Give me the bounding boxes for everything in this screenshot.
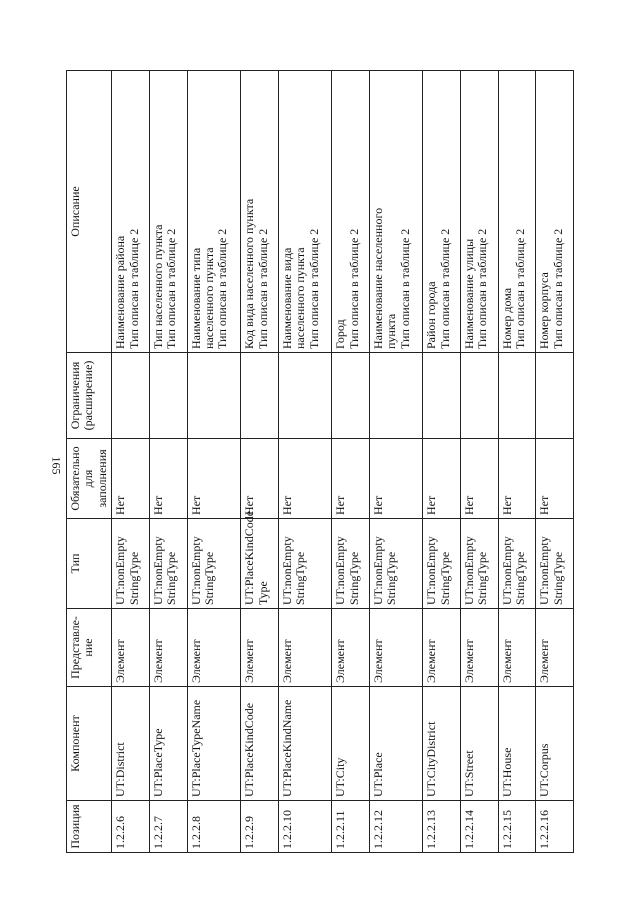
table-body — [112, 71, 574, 853]
cell-required: Нет — [369, 439, 423, 519]
header-type: Тип — [67, 519, 112, 609]
cell-component: UT:CityDistrict — [423, 687, 461, 801]
cell-restrictions — [498, 353, 536, 439]
table-row — [369, 71, 423, 853]
cell-description — [536, 71, 574, 353]
cell-description-line: Наименование вида — [279, 247, 294, 349]
cell-type-line: StringType — [164, 551, 179, 605]
header-description: Описание — [67, 71, 112, 353]
header-component: Компонент — [67, 687, 112, 801]
cell-description — [423, 71, 461, 353]
header-representation: Представле-ние — [67, 609, 112, 687]
table-row — [149, 71, 187, 853]
cell-required: Нет — [149, 439, 187, 519]
cell-description — [149, 71, 187, 353]
cell-component: UT:Corpus — [536, 687, 574, 801]
cell-required: Нет — [278, 439, 332, 519]
cell-type-line: StringType — [126, 551, 141, 605]
cell-type-line: UT:nonEmpty — [188, 536, 203, 605]
cell-type — [423, 519, 461, 609]
cell-type-line: StringType — [513, 551, 528, 605]
cell-description-line: населенного пункта — [202, 247, 217, 349]
cell-type-line: UT:nonEmpty — [537, 536, 552, 605]
header-restrictions: Ограничения (расширение) — [67, 353, 112, 439]
cell-required: Нет — [498, 439, 536, 519]
cell-description-line: Тип описан в таблице 2 — [397, 228, 412, 349]
cell-position: 1.2.2.9 — [241, 801, 279, 853]
cell-type-line: StringType — [437, 551, 452, 605]
table-row — [112, 71, 150, 853]
cell-description — [461, 71, 499, 353]
cell-type-line: StringType — [384, 551, 399, 605]
cell-position: 1.2.2.15 — [498, 801, 536, 853]
cell-component: UT:PlaceKindName — [278, 687, 332, 801]
cell-type-line: StringType — [550, 551, 565, 605]
cell-description-line: Тип описан в таблице 2 — [346, 228, 361, 349]
cell-description-line: Тип описан в таблице 2 — [164, 228, 179, 349]
cell-description-line: Номер корпуса — [537, 272, 552, 349]
cell-type — [278, 519, 332, 609]
cell-restrictions — [149, 353, 187, 439]
cell-restrictions — [423, 353, 461, 439]
cell-description-line: Тип описан в таблице 2 — [475, 228, 490, 349]
header-position: Позиция — [67, 801, 112, 853]
table-row — [187, 71, 241, 853]
cell-description-line: Тип описан в таблице 2 — [513, 228, 528, 349]
cell-required: Нет — [332, 439, 370, 519]
cell-component: UT:PlaceType — [149, 687, 187, 801]
cell-position: 1.2.2.13 — [423, 801, 461, 853]
cell-description — [278, 71, 332, 353]
cell-representation: Элемент — [498, 609, 536, 687]
cell-representation: Элемент — [536, 609, 574, 687]
cell-representation: Элемент — [278, 609, 332, 687]
cell-component: UT:Street — [461, 687, 499, 801]
cell-type — [332, 519, 370, 609]
cell-description — [241, 71, 279, 353]
cell-description-line: Город — [333, 319, 348, 349]
cell-component: UT:PlaceKindCode — [241, 687, 279, 801]
cell-type — [149, 519, 187, 609]
cell-component: UT:House — [498, 687, 536, 801]
cell-required: Нет — [241, 439, 279, 519]
table-row — [278, 71, 332, 853]
cell-type — [536, 519, 574, 609]
cell-required: Нет — [187, 439, 241, 519]
cell-type-line: UT:nonEmpty — [150, 536, 165, 605]
cell-representation: Элемент — [112, 609, 150, 687]
cell-description-line: Тип населенного пункта — [150, 224, 165, 349]
specification-table — [66, 70, 574, 853]
cell-description-line: Наименование населенного — [370, 207, 385, 349]
page-number: 165 — [49, 456, 64, 475]
cell-description-line: Район города — [424, 281, 439, 349]
cell-restrictions — [241, 353, 279, 439]
cell-type-line: StringType — [346, 551, 361, 605]
cell-position: 1.2.2.6 — [112, 801, 150, 853]
cell-position: 1.2.2.12 — [369, 801, 423, 853]
cell-type — [369, 519, 423, 609]
cell-description — [187, 71, 241, 353]
cell-description-line: Тип описан в таблице 2 — [437, 228, 452, 349]
header-required: Обязательно для заполнения — [67, 439, 112, 519]
cell-required: Нет — [423, 439, 461, 519]
cell-position: 1.2.2.11 — [332, 801, 370, 853]
cell-description-line: Наименование типа — [188, 247, 203, 349]
cell-restrictions — [536, 353, 574, 439]
cell-position: 1.2.2.8 — [187, 801, 241, 853]
cell-description-line: Наименование улицы — [462, 238, 477, 349]
cell-type-line: StringType — [475, 551, 490, 605]
cell-description — [332, 71, 370, 353]
cell-description-line: пункта — [384, 313, 399, 349]
table-row — [241, 71, 279, 853]
cell-type-line: UT:PlaceKindCode — [242, 510, 257, 605]
cell-representation: Элемент — [332, 609, 370, 687]
cell-description — [112, 71, 150, 353]
cell-type-line: UT:nonEmpty — [113, 536, 128, 605]
cell-position: 1.2.2.7 — [149, 801, 187, 853]
cell-component: UT:District — [112, 687, 150, 801]
cell-description-line: Тип описан в таблице 2 — [215, 228, 230, 349]
table-row — [461, 71, 499, 853]
rotated-table-container — [66, 71, 574, 853]
cell-description-line: Наименование района — [113, 235, 128, 349]
cell-description-line: Тип описан в таблице 2 — [255, 228, 270, 349]
cell-representation: Элемент — [369, 609, 423, 687]
cell-representation: Элемент — [187, 609, 241, 687]
cell-type — [112, 519, 150, 609]
cell-description-line: Код вида населенного пункта — [242, 198, 257, 349]
cell-type-line: StringType — [293, 551, 308, 605]
cell-representation: Элемент — [423, 609, 461, 687]
cell-restrictions — [461, 353, 499, 439]
cell-type — [241, 510, 279, 609]
cell-required: Нет — [536, 439, 574, 519]
table-header-row — [67, 71, 112, 853]
cell-type — [187, 519, 241, 609]
cell-restrictions — [278, 353, 332, 439]
cell-type-line: Type — [255, 581, 270, 605]
cell-representation: Элемент — [149, 609, 187, 687]
cell-representation: Элемент — [241, 609, 279, 687]
cell-description — [498, 71, 536, 353]
cell-type-line: UT:nonEmpty — [462, 536, 477, 605]
cell-type-line: StringType — [202, 551, 217, 605]
cell-representation: Элемент — [461, 609, 499, 687]
table-row — [498, 71, 536, 853]
cell-component: UT:PlaceTypeName — [187, 687, 241, 801]
cell-description-line: населенного пункта — [293, 247, 308, 349]
cell-restrictions — [187, 353, 241, 439]
cell-description-line: Номер дома — [499, 287, 514, 349]
cell-description-line: Тип описан в таблице 2 — [550, 228, 565, 349]
cell-type-line: UT:nonEmpty — [499, 536, 514, 605]
cell-type-line: UT:nonEmpty — [370, 536, 385, 605]
table-row — [423, 71, 461, 853]
cell-position: 1.2.2.14 — [461, 801, 499, 853]
cell-type-line: UT:nonEmpty — [424, 536, 439, 605]
cell-position: 1.2.2.10 — [278, 801, 332, 853]
cell-description — [369, 71, 423, 353]
cell-type-line: UT:nonEmpty — [333, 536, 348, 605]
cell-component: UT:City — [332, 687, 370, 801]
cell-restrictions — [369, 353, 423, 439]
cell-description-line: Тип описан в таблице 2 — [306, 228, 321, 349]
cell-restrictions — [112, 353, 150, 439]
cell-required: Нет — [461, 439, 499, 519]
table-row — [332, 71, 370, 853]
cell-type — [461, 519, 499, 609]
cell-required: Нет — [112, 439, 150, 519]
table-row — [536, 71, 574, 853]
cell-restrictions — [332, 353, 370, 439]
cell-description-line: Тип описан в таблице 2 — [126, 228, 141, 349]
cell-component: UT:Place — [369, 687, 423, 801]
cell-type — [498, 519, 536, 609]
cell-type-line: UT:nonEmpty — [279, 536, 294, 605]
cell-position: 1.2.2.16 — [536, 801, 574, 853]
